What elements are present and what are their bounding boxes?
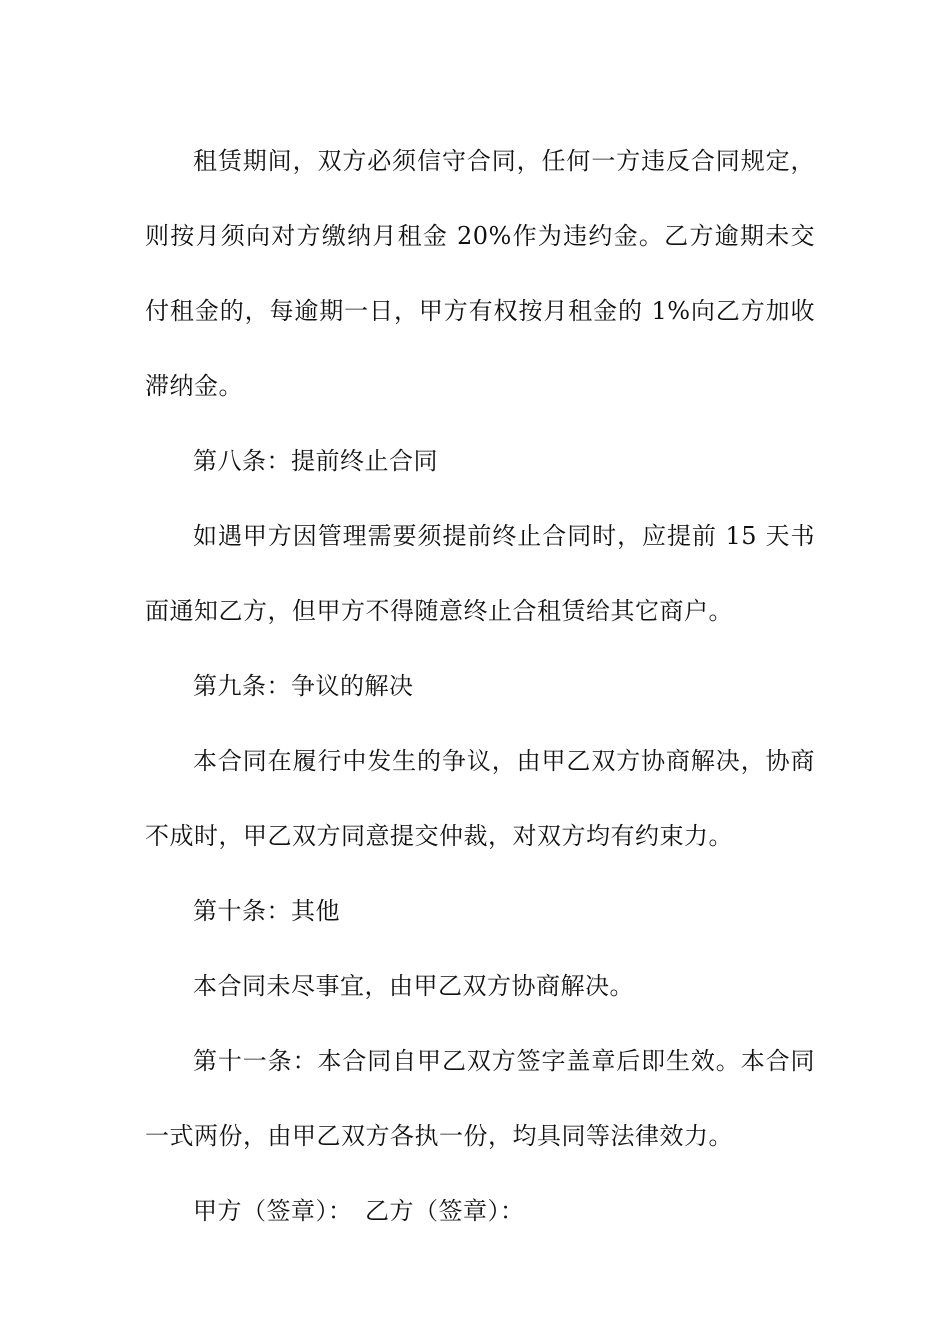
heading-article-10: 第十条：其他 [193,897,340,925]
document-body [145,124,815,1249]
paragraph-other-matters: 本合同未尽事宜，由甲乙双方协商解决。 [193,972,634,1000]
paragraph-penalty-clause: 租赁期间，双方必须信守合同，任何一方违反合同规定，则按月须向对方缴纳月租金 20%作为违约金。乙方逾期未交付租金的，每逾期一日，甲方有权按月租金的 1%向乙方加收滞纳金。 [145,147,815,400]
heading-article-9: 第九条：争议的解决 [193,672,414,700]
paragraph-dispute-resolution: 本合同在履行中发生的争议，由甲乙双方协商解决，协商不成时，甲乙双方同意提交仲裁，对双方均有约束力。 [145,747,815,850]
paragraph-early-termination: 如遇甲方因管理需要须提前终止合同时，应提前 15 天书面通知乙方，但甲方不得随意终止合租赁给其它商户。 [145,522,815,625]
signature-line: 甲方（签章）： 乙方（签章）： [193,1197,525,1225]
heading-article-8: 第八条：提前终止合同 [193,447,438,475]
paragraph-article-11: 第十一条：本合同自甲乙双方签字盖章后即生效。本合同一式两份，由甲乙双方各执一份，均具同等法律效力。 [145,1047,815,1150]
